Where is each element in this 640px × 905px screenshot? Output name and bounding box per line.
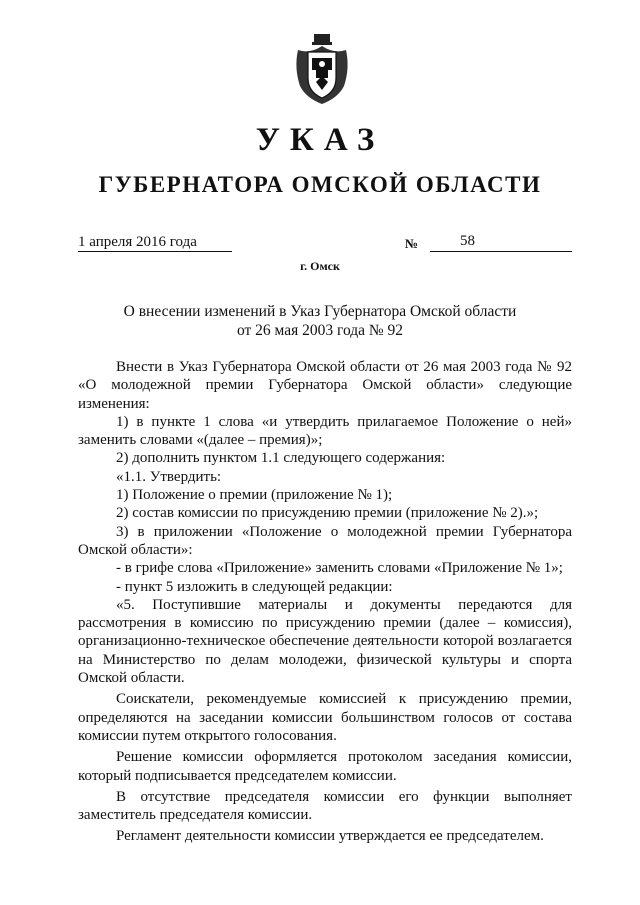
body-paragraph: - в грифе слова «Приложение» заменить словами «Приложение № 1»;	[116, 560, 563, 577]
body-paragraph: Соискатели, рекомендуемые комиссией к присуждению премии, определяются на заседании комиссии большинством голосов от состава комиссии путем открытого голосования.	[78, 691, 572, 744]
body-paragraph: «5. Поступившие материалы и документы передаются для рассмотрения в комиссию по присуждению премии (далее – комиссия), организационно-техническое обеспечение деятельности которой возлагается на Министерство по делам молодежи, физической культуры и спорта Омской области.	[78, 596, 572, 687]
body-paragraph: 2) состав комиссии по присуждению премии (приложение № 2).»;	[116, 505, 539, 522]
city-label: г. Омск	[300, 259, 340, 273]
body-paragraph: 2) дополнить пунктом 1.1 следующего содержания:	[116, 450, 446, 467]
body-paragraph: 1) в пункте 1 слова «и утвердить прилагаемое Положение о ней» заменить словами «(далее – премия)»;	[78, 413, 572, 449]
document-number: 58	[460, 233, 475, 249]
omsk-coat-of-arms-icon	[294, 34, 350, 106]
subject-line-1: О внесении изменений в Указ Губернатора Омской области	[123, 303, 517, 320]
date-underline	[78, 251, 232, 252]
body-paragraph: Внести в Указ Губернатора Омской области от 26 мая 2003 года № 92 «О молодежной премии Губернатора Омской области» следующие изменения:	[78, 359, 572, 412]
issuer-title: ГУБЕРНАТОРА ОМСКОЙ ОБЛАСТИ	[98, 172, 542, 197]
subject-line-2: от 26 мая 2003 года № 92	[236, 322, 404, 339]
body-paragraph: В отсутствие председателя комиссии его функции выполняет заместитель председателя комиссии.	[78, 788, 572, 824]
body-paragraph: Решение комиссии оформляется протоколом заседания комиссии, который подписывается председателем комиссии.	[78, 749, 572, 784]
body-paragraph: - пункт 5 изложить в следующей редакции:	[116, 578, 393, 595]
body-paragraph: 1) Положение о премии (приложение № 1);	[116, 487, 393, 504]
number-underline	[430, 251, 572, 252]
body-paragraph: 3) в приложении «Положение о молодежной премии Губернатора Омской области»:	[78, 523, 572, 558]
document-date: 1 апреля 2016 года	[78, 234, 197, 250]
body-paragraph: «1.1. Утвердить:	[116, 468, 222, 485]
document-subject	[0, 302, 640, 340]
number-label: №	[405, 236, 419, 251]
document-title: УКАЗ	[255, 122, 385, 158]
document-body	[78, 358, 572, 846]
body-paragraph: Регламент деятельности комиссии утверждается ее председателем.	[116, 828, 544, 845]
